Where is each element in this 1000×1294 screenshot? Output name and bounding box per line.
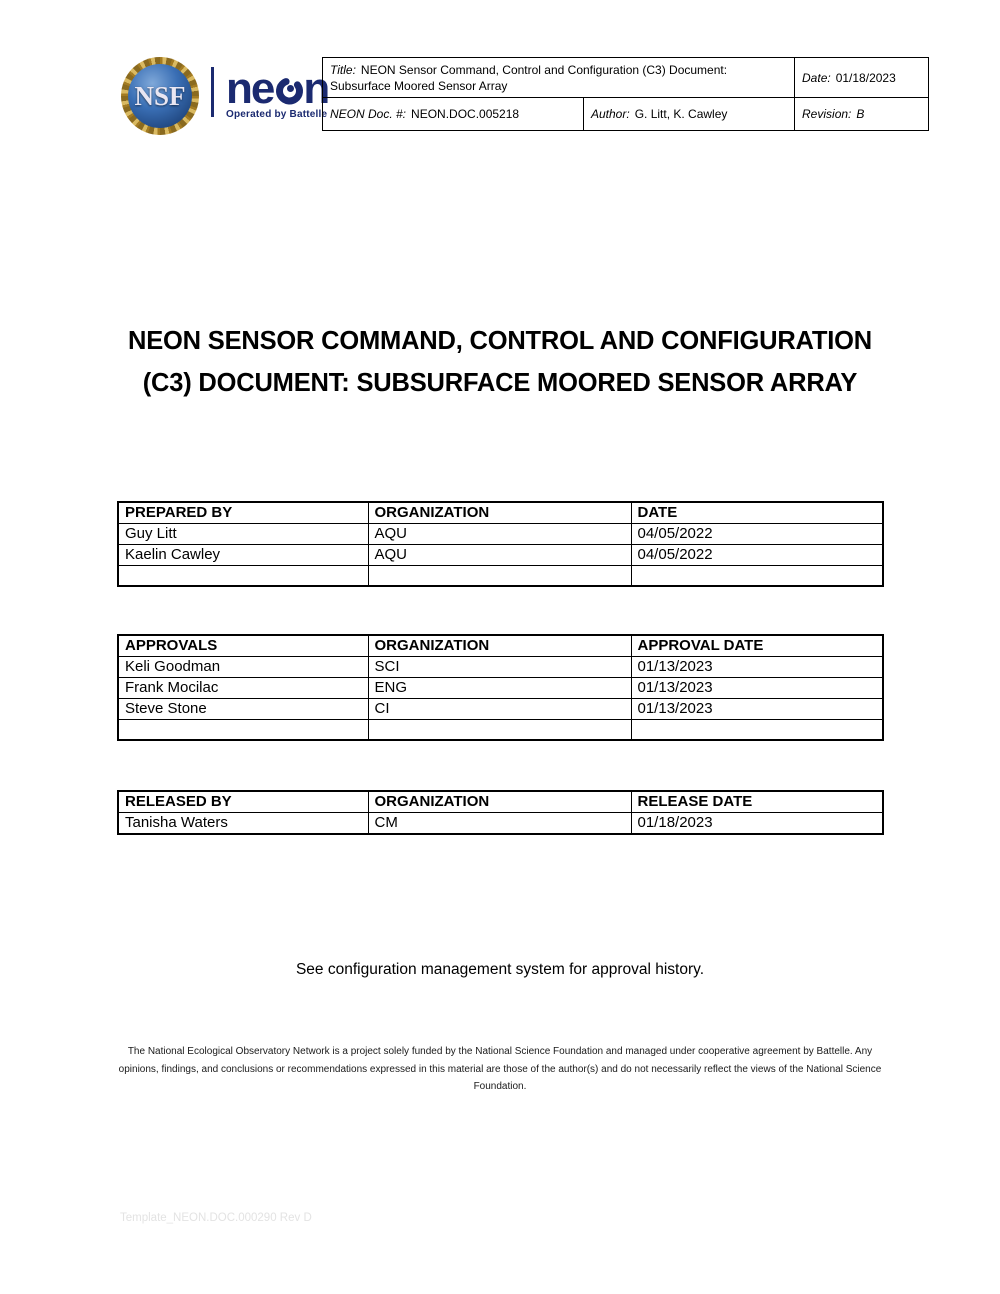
page-title-line1: NEON SENSOR COMMAND, CONTROL AND CONFIGURATION <box>128 327 872 355</box>
table-cell: 01/18/2023 <box>631 813 883 835</box>
table-cell: SCI <box>368 657 631 678</box>
table-cell <box>118 720 368 740</box>
nsf-logo-text: NSF <box>134 80 186 111</box>
column-header: APPROVALS <box>118 635 368 657</box>
approval-history-note: See configuration management system for approval history. <box>295 961 705 978</box>
neon-wordmark-left: ne <box>226 64 274 113</box>
neon-tagline: Operated by Battelle <box>226 108 328 120</box>
column-header: APPROVAL DATE <box>631 635 883 657</box>
title-label: Title: <box>330 62 356 77</box>
date-label: Date: <box>802 70 831 85</box>
header-doc-cell <box>323 98 584 131</box>
table-cell: ENG <box>368 678 631 699</box>
column-header: RELEASED BY <box>118 791 368 813</box>
prepared-by-table <box>117 501 884 587</box>
table-row <box>118 720 883 740</box>
table-cell: Steve Stone <box>118 699 368 720</box>
table-cell <box>368 566 631 586</box>
document-header-table <box>322 57 929 131</box>
header-author-cell <box>584 98 795 131</box>
table-cell: AQU <box>368 524 631 545</box>
table-cell: CM <box>368 813 631 835</box>
logo-block <box>121 56 328 136</box>
table-header-row <box>118 502 883 524</box>
table-cell: 04/05/2022 <box>631 524 883 545</box>
neon-wordmark <box>226 64 329 113</box>
template-footer-text: Template_NEON.DOC.000290 Rev D <box>120 1212 312 1224</box>
date-value: 01/18/2023 <box>835 70 896 85</box>
nsf-globe-icon <box>128 64 192 128</box>
header-date-cell <box>795 58 929 98</box>
table-cell: Keli Goodman <box>118 657 368 678</box>
neon-o-icon <box>275 75 304 106</box>
doc-number-label: NEON Doc. #: <box>330 107 407 121</box>
column-header: ORGANIZATION <box>368 791 631 813</box>
released-by-table <box>117 790 884 835</box>
table-row <box>118 699 883 720</box>
table-cell: Tanisha Waters <box>118 813 368 835</box>
table-header-row <box>118 635 883 657</box>
neon-wordmark-right: n <box>303 64 329 113</box>
table-cell: 01/13/2023 <box>631 699 883 720</box>
table-cell: 04/05/2022 <box>631 545 883 566</box>
table-cell <box>368 720 631 740</box>
table-row <box>118 566 883 586</box>
author-label: Author: <box>591 107 630 121</box>
column-header: DATE <box>631 502 883 524</box>
page-title <box>0 320 1000 404</box>
approvals-table <box>117 634 884 741</box>
table-row <box>118 657 883 678</box>
title-value: NEON Sensor Command, Control and Configuration (C3) Document: Subsurface Moored Sensor Array <box>330 62 728 93</box>
table-cell: Kaelin Cawley <box>118 545 368 566</box>
disclaimer-text: The National Ecological Observatory Network is a project solely funded by the National Science Foundation and managed under cooperative agreement by Battelle. Any opinions, findings, and conclusions or recommendations expressed in this material are those of the author(s) and do not necessarily reflect the views of the National Science Foundation. <box>118 1046 882 1092</box>
table-cell <box>118 566 368 586</box>
table-cell: Guy Litt <box>118 524 368 545</box>
table-cell <box>631 566 883 586</box>
table-cell: Frank Mocilac <box>118 678 368 699</box>
table-cell: CI <box>368 699 631 720</box>
header-title-cell <box>323 58 795 98</box>
table-cell: AQU <box>368 545 631 566</box>
column-header: RELEASE DATE <box>631 791 883 813</box>
logo-divider <box>211 67 214 117</box>
table-row <box>118 678 883 699</box>
table-cell <box>631 720 883 740</box>
table-row <box>118 524 883 545</box>
neon-logo <box>226 64 329 120</box>
table-cell: 01/13/2023 <box>631 657 883 678</box>
revision-value: B <box>856 107 865 121</box>
column-header: PREPARED BY <box>118 502 368 524</box>
author-value: G. Litt, K. Cawley <box>634 107 728 121</box>
nsf-logo <box>121 57 199 135</box>
table-cell: 01/13/2023 <box>631 678 883 699</box>
table-row <box>118 545 883 566</box>
header-revision-cell <box>795 98 929 131</box>
table-row <box>118 813 883 835</box>
table-header-row <box>118 791 883 813</box>
column-header: ORGANIZATION <box>368 502 631 524</box>
revision-label: Revision: <box>802 107 852 121</box>
doc-number-value: NEON.DOC.005218 <box>411 107 520 121</box>
column-header: ORGANIZATION <box>368 635 631 657</box>
page-title-line2: (C3) DOCUMENT: SUBSURFACE MOORED SENSOR ARRAY <box>142 369 858 397</box>
